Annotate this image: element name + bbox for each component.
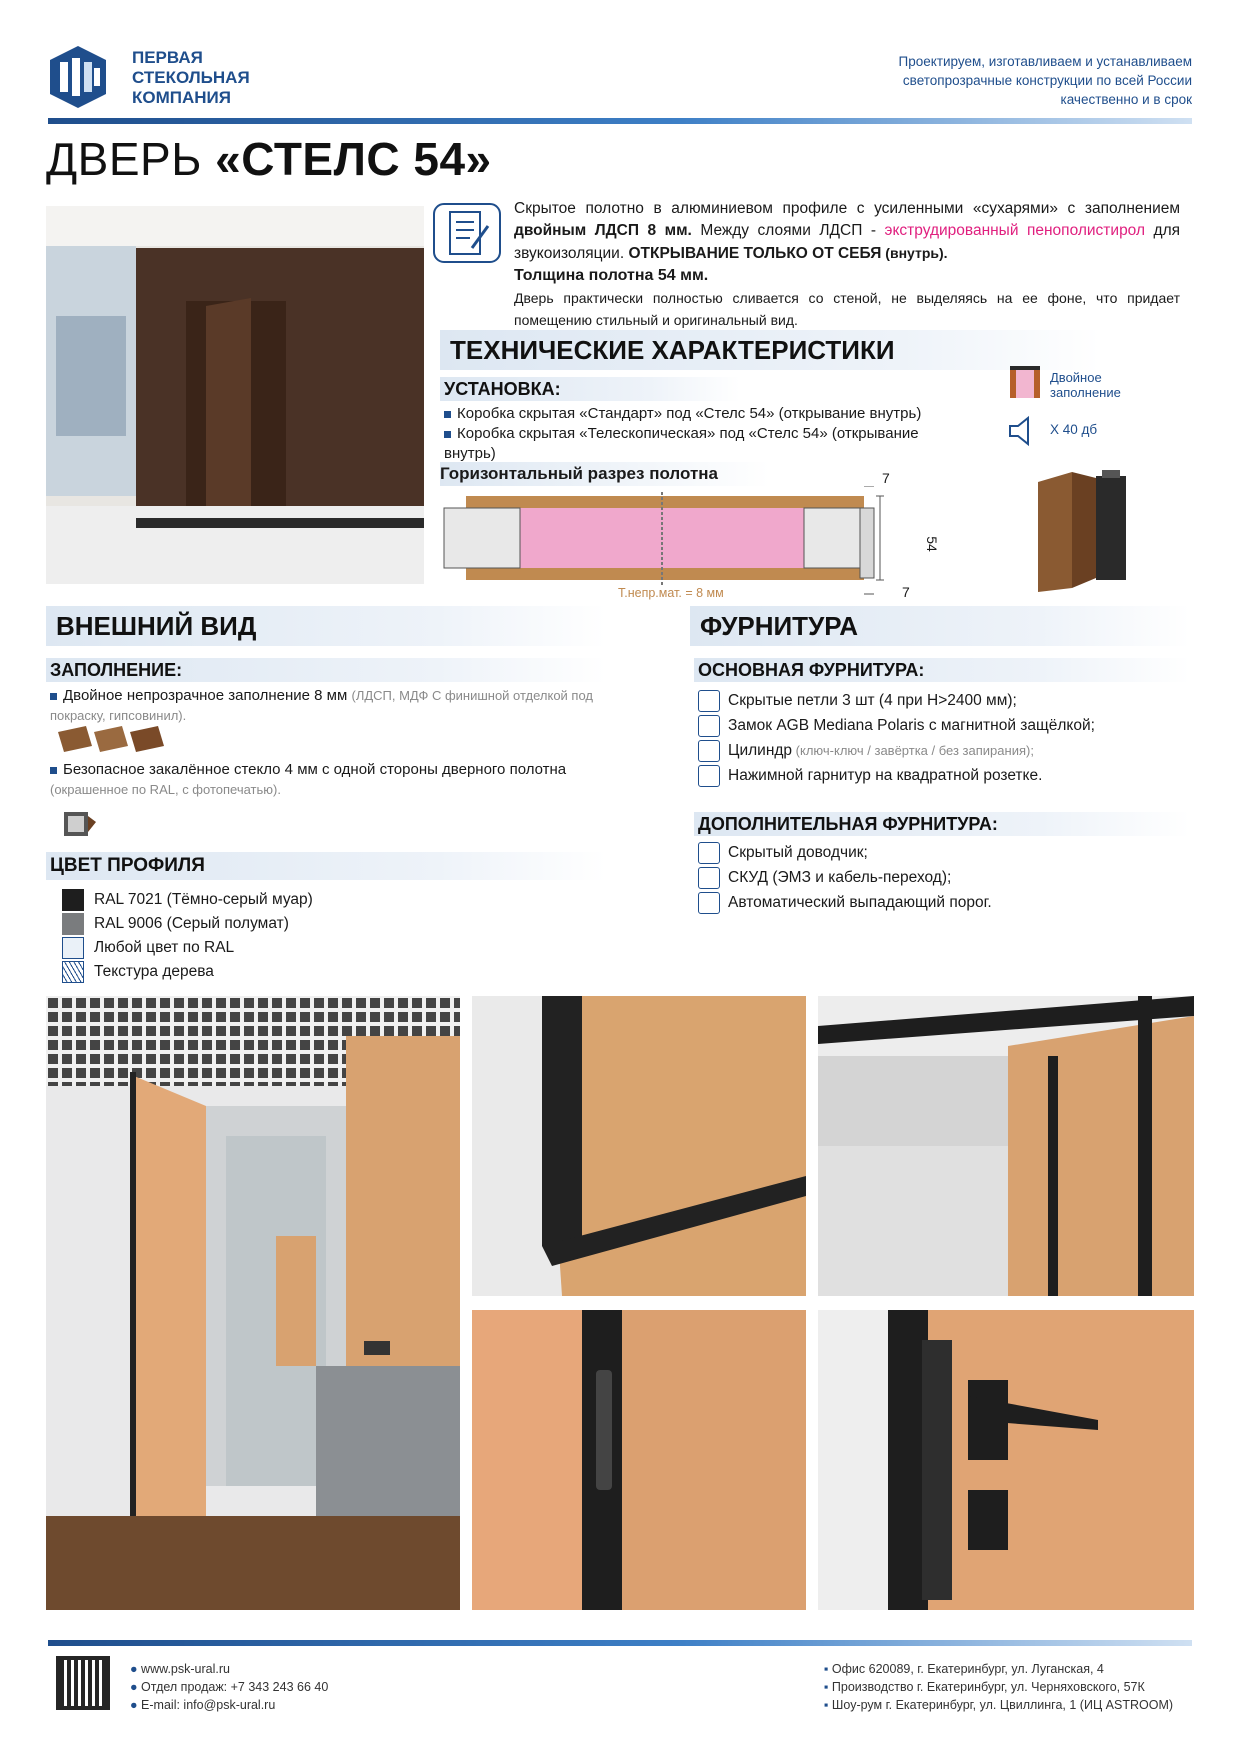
- fill-feature-icon: [1006, 364, 1044, 402]
- closer-icon: [698, 842, 720, 864]
- material-thickness-note: Т.непр.мат. = 8 мм: [618, 586, 724, 600]
- fill-item-2: Безопасное закалённое стекло 4 мм с одной стороны дверного полотна (окрашенное по RAL, с фотопечатью).: [50, 761, 567, 797]
- photo-door-edge: [472, 996, 806, 1296]
- globe-icon: ●: [130, 1662, 138, 1676]
- wood-texture-icon: [62, 961, 84, 983]
- fill-item-1: Двойное непрозрачное заполнение 8 мм (ЛДСП, МДФ С финишной отделкой под покраску, гипсовинил).: [50, 687, 593, 723]
- hardware-heading: ФУРНИТУРА: [690, 606, 1190, 646]
- palette-icon: [62, 937, 84, 959]
- sound-feature-label: X 40 дб: [1050, 422, 1098, 437]
- cylinder-icon: [698, 740, 720, 762]
- appearance-heading: ВНЕШНИЙ ВИД: [46, 606, 606, 646]
- tech-heading: ТЕХНИЧЕСКИЕ ХАРАКТЕРИСТИКИ: [440, 330, 1100, 370]
- threshold-icon: [698, 892, 720, 914]
- main-hardware-heading: ОСНОВНАЯ ФУРНИТУРА:: [694, 658, 1190, 682]
- install-list: Коробка скрытая «Стандарт» под «Стелс 54» (открывание внутрь) Коробка скрытая «Телескопическая» под «Стелс 54» (открывание внутрь): [444, 405, 922, 462]
- photo-door-top: [818, 996, 1194, 1296]
- qr-code: [56, 1656, 110, 1710]
- intro-text: Скрытое полотно в алюминиевом профиле с усиленными «сухарями» с заполнением двойным ЛДСП 8 мм. Между слоями ЛДСП - экструдированный пенополистирол для звукоизоляции. ОТКРЫВАНИЕ ТОЛЬКО ОТ СЕБЯ (внутрь). Толщина полотна 54 мм. Дверь практически полностью сливается со стеной, не выделяясь на ее фоне, что придает помещению стильный и оригинальный вид.: [514, 200, 1181, 328]
- profile-color-list: RAL 7021 (Тёмно-серый муар) RAL 9006 (Серый полумат) Любой цвет по RAL Текстура дерева: [62, 888, 313, 984]
- phone-icon: ●: [130, 1680, 138, 1694]
- company-logo: [48, 44, 108, 110]
- email-icon: ●: [130, 1698, 138, 1712]
- dim-top-label: 7: [882, 470, 890, 486]
- color-swatch: [62, 889, 84, 911]
- logo-text: ПЕРВАЯ СТЕКОЛЬНАЯ КОМПАНИЯ: [132, 48, 250, 107]
- fill-feature-label: Двойное заполнение: [1050, 370, 1121, 400]
- install-heading: УСТАНОВКА:: [440, 377, 740, 401]
- footer-divider: [48, 1640, 1192, 1646]
- header-divider: [48, 118, 1192, 124]
- access-control-icon: [698, 867, 720, 889]
- photo-open-door: [46, 996, 460, 1610]
- footer-addresses: ▪ Офис 620089, г. Екатеринбург, ул. Луганская, 4 ▪ Производство г. Екатеринбург, ул. Черняховского, 57К ▪ Шоу-рум г. Екатеринбург, ул. Цвиллинга, 1 (ИЦ ASTROOM): [824, 1662, 1174, 1712]
- dim-side-label: 54: [923, 536, 940, 552]
- footer-contacts: ● www.psk-ural.ru ● Отдел продаж: +7 343 243 66 40 ● E-mail: info@psk-ural.ru: [130, 1662, 329, 1712]
- glass-sample-image: [62, 808, 98, 840]
- fill-samples-image: [56, 724, 166, 754]
- profile-color-heading: ЦВЕТ ПРОФИЛЯ: [46, 852, 606, 880]
- main-hardware-list: Скрытые петли 3 шт (4 при Н>2400 мм); Замок AGB Mediana Polaris с магнитной защёлкой; Цилиндр (ключ-ключ / завёртка / без запирания); Нажимной гарнитур на квадратной розетке.: [698, 688, 1198, 788]
- clipboard-icon: [432, 202, 502, 264]
- hinge-icon: [698, 690, 720, 712]
- hero-photo: [46, 206, 424, 584]
- tagline: Проектируем, изготавливаем и устанавливаем светопрозрачные конструкции по всей России качественно и в срок: [898, 54, 1192, 107]
- extra-hardware-list: Скрытый доводчик; СКУД (ЭМЗ и кабель-переход); Автоматический выпадающий порог.: [698, 840, 1198, 915]
- section-diagram-label: Горизонтальный разрез полотна: [440, 462, 770, 486]
- fill-heading: ЗАПОЛНЕНИЕ:: [46, 658, 606, 682]
- page-title: ДВЕРЬ «СТЕЛС 54»: [46, 133, 492, 185]
- color-swatch: [62, 913, 84, 935]
- photo-handle-lock: [818, 1310, 1194, 1610]
- speaker-icon: [1006, 414, 1040, 448]
- dim-bottom-label: 7: [902, 584, 910, 600]
- handle-icon: [698, 765, 720, 787]
- extra-hardware-heading: ДОПОЛНИТЕЛЬНАЯ ФУРНИТУРА:: [694, 812, 1190, 836]
- lock-icon: [698, 715, 720, 737]
- profile-3d-image: [1036, 468, 1138, 594]
- photo-hidden-hinge: [472, 1310, 806, 1610]
